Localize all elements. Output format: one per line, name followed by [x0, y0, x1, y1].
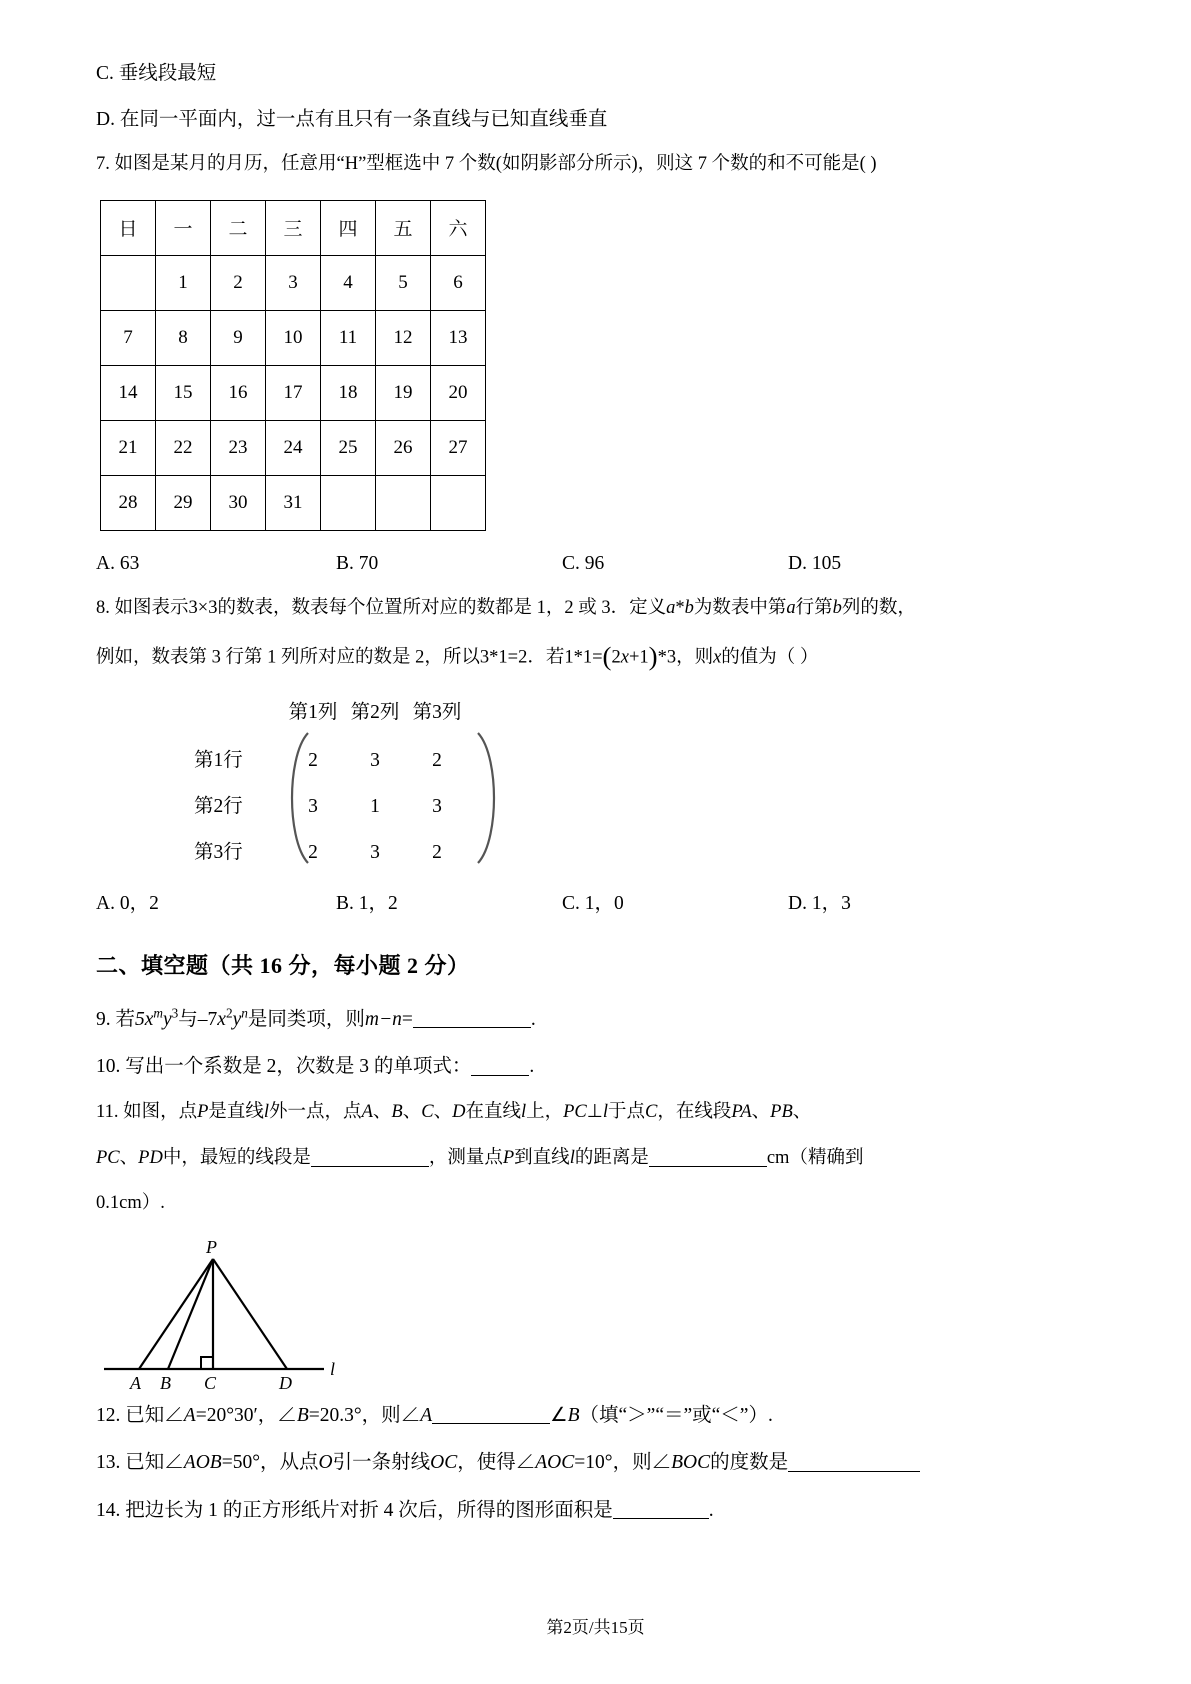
- label-line-l: l: [330, 1358, 336, 1379]
- calendar-cell: 15: [156, 365, 211, 420]
- q13-eq: =: [221, 1452, 233, 1473]
- q12-text: ，: [257, 1404, 278, 1426]
- calendar-header-cell: 二: [211, 200, 266, 255]
- q8-text: ，则: [676, 647, 714, 668]
- q11-text: 中，最短的线段是: [162, 1148, 311, 1169]
- matrix-col-header: 第1列: [288, 701, 338, 723]
- q8-var-x: x: [713, 647, 722, 668]
- q7-option-b: B. 70: [336, 552, 379, 574]
- calendar-cell: 28: [101, 475, 156, 530]
- q11-line-l4: l: [569, 1148, 575, 1169]
- q9-expr1: $5x^my^3$: [135, 1005, 179, 1030]
- paren-open: (: [602, 641, 612, 671]
- calendar-cell: 16: [211, 365, 266, 420]
- calendar-cell: [376, 475, 431, 530]
- q11-stem-line3: 0.1cm）.: [96, 1193, 165, 1213]
- q12-angle-a2: ∠A: [400, 1404, 433, 1426]
- q13-val2: 10°: [585, 1452, 613, 1473]
- q12-angle-b2: ∠B: [550, 1404, 580, 1426]
- q10-stem: [96, 1055, 996, 1077]
- calendar-row: [101, 365, 486, 420]
- q7-calendar-figure: [100, 200, 996, 531]
- label-d: D: [279, 1372, 292, 1393]
- q8-text: 8. 如图表示: [96, 597, 189, 618]
- q8-text: 例如，数表第 3 行第 1 列所对应的数是 2，所以: [96, 647, 480, 668]
- q12-val-a: 20°30′: [206, 1404, 258, 1426]
- q13-stem: [96, 1451, 996, 1473]
- q12-eq: =: [195, 1404, 207, 1426]
- calendar-cell: 19: [376, 365, 431, 420]
- q14-answer-blank[interactable]: [613, 1499, 709, 1520]
- calendar-cell: 8: [156, 310, 211, 365]
- q8-star: *: [675, 597, 685, 618]
- q11-seg-pa: PA: [731, 1101, 752, 1122]
- matrix-col-header: 第3列: [412, 701, 462, 723]
- q8-text: 行第: [795, 597, 833, 618]
- q11-answer-blank-1[interactable]: [311, 1147, 429, 1167]
- q8-stem-line2: [96, 643, 996, 670]
- matrix-cell: 1: [370, 795, 380, 817]
- calendar-cell: 1: [156, 255, 211, 310]
- q13-ray-oc: OC: [430, 1452, 458, 1473]
- q11-stem-line2: [96, 1147, 996, 1168]
- q11-text: cm（精确到: [766, 1148, 864, 1169]
- q11-text: 、: [119, 1148, 139, 1169]
- label-p: P: [206, 1238, 217, 1257]
- q11-text: 、: [402, 1101, 422, 1122]
- calendar-header-row: [101, 200, 486, 255]
- q11-point-p2: P: [502, 1148, 515, 1169]
- calendar-cell: 9: [211, 310, 266, 365]
- q13-text: ，使得: [457, 1452, 516, 1473]
- q11-point-c: C: [421, 1101, 434, 1122]
- calendar-cell: 26: [376, 420, 431, 475]
- calendar-header-cell: 六: [431, 200, 486, 255]
- q7-options: [96, 553, 996, 575]
- q11-text: 到直线: [514, 1148, 570, 1169]
- q8-option-b: B. 1，2: [336, 892, 398, 914]
- q9-exp-m: m: [153, 1005, 163, 1021]
- page-content: [96, 64, 996, 1546]
- calendar-cell: 24: [266, 420, 321, 475]
- q11-stem-line1: [96, 1103, 996, 1122]
- q13-text: 13. 已知: [96, 1452, 165, 1473]
- q13-angle-boc: ∠BOC: [651, 1452, 711, 1473]
- q12-text: （填“＞”“＝”或“＜”）.: [579, 1404, 773, 1426]
- q11-point-d: D: [452, 1101, 466, 1122]
- q8-text: 的数表，数表每个位置所对应的数都是 1，2 或 3．定义: [217, 597, 667, 618]
- q9-text: 与: [178, 1008, 198, 1030]
- segment-pa: [139, 1259, 213, 1369]
- q12-text: ，则: [361, 1404, 401, 1426]
- q11-text: 、: [792, 1101, 812, 1122]
- calendar-cell: 2: [211, 255, 266, 310]
- calendar-cell: 10: [266, 310, 321, 365]
- q11-seg-pc2: PC: [96, 1148, 120, 1169]
- q11-seg-pc: PC: [563, 1101, 587, 1122]
- q8-option-d: D. 1，3: [788, 892, 851, 914]
- calendar-cell: 31: [266, 475, 321, 530]
- point-p-line-l-diagram: [96, 1239, 356, 1394]
- calendar-cell: 7: [101, 310, 156, 365]
- calendar-cell: 27: [431, 420, 486, 475]
- calendar-cell: 4: [321, 255, 376, 310]
- q9-mn: m−n: [364, 1008, 402, 1030]
- q9-exp-n: n: [241, 1005, 248, 1021]
- q11-point-a: A: [361, 1101, 373, 1122]
- q13-text: ，从点: [260, 1452, 319, 1473]
- calendar-cell: [101, 255, 156, 310]
- matrix-cell: 2: [308, 749, 318, 771]
- calendar-cell: 12: [376, 310, 431, 365]
- calendar-cell: 17: [266, 365, 321, 420]
- calendar-cell: [431, 475, 486, 530]
- q9-exp-3: 3: [171, 1005, 179, 1021]
- q13-answer-blank[interactable]: [788, 1451, 920, 1472]
- matrix-row-label: 第1行: [194, 749, 243, 771]
- segment-pd: [213, 1259, 287, 1369]
- q9-expr2: $-7x^2y^n$: [197, 1005, 248, 1030]
- section-2-heading: 二、填空题（共 16 分，每小题 2 分）: [96, 952, 470, 978]
- q11-text: 在直线: [465, 1101, 521, 1122]
- q11-line-l: l: [263, 1101, 270, 1122]
- q9-exp-2: 2: [225, 1005, 233, 1021]
- q14-stem: [96, 1499, 996, 1521]
- matrix-cell: 3: [308, 795, 318, 817]
- calendar-cell: 20: [431, 365, 486, 420]
- q8-expr: 1*1=: [564, 647, 603, 668]
- q8-dim: 3×3: [188, 597, 218, 618]
- q12-val-b: 20.3°: [319, 1404, 362, 1426]
- paren-close: ): [648, 641, 658, 671]
- calendar-cell: 30: [211, 475, 266, 530]
- perpendicular-symbol: ⊥: [586, 1101, 603, 1122]
- q12-eq2: =: [308, 1404, 320, 1426]
- q11-text: 是直线: [208, 1101, 264, 1122]
- q13-val1: 50°: [232, 1452, 260, 1473]
- q8-expr-inner: 2x+1: [611, 647, 649, 668]
- calendar-cell: 5: [376, 255, 431, 310]
- q12-answer-blank[interactable]: [432, 1404, 550, 1425]
- q8-stem-line1: [96, 599, 996, 618]
- q12-angle-b: ∠B: [277, 1404, 309, 1426]
- matrix-row-label: 第2行: [194, 795, 243, 817]
- calendar-header-cell: 三: [266, 200, 321, 255]
- calendar-header-cell: 一: [156, 200, 211, 255]
- q6-option-d: D. 在同一平面内，过一点有且只有一条直线与已知直线垂直: [96, 108, 608, 130]
- calendar-cell: 6: [431, 255, 486, 310]
- label-a: A: [130, 1372, 141, 1393]
- calendar-cell: 13: [431, 310, 486, 365]
- calendar-cell: 25: [321, 420, 376, 475]
- calendar-row: [101, 255, 486, 310]
- q11-point-b: B: [391, 1101, 403, 1122]
- q7-option-c: C. 96: [562, 552, 605, 574]
- calendar-cell: 22: [156, 420, 211, 475]
- label-b: B: [160, 1372, 171, 1393]
- q14-period: .: [708, 1499, 714, 1521]
- q13-text: 引一条射线: [332, 1452, 431, 1473]
- q8-expr: 3*1=2: [479, 647, 528, 668]
- calendar-cell: 18: [321, 365, 376, 420]
- calendar-cell: 23: [211, 420, 266, 475]
- q9-text: 9. 若: [96, 1008, 136, 1030]
- q11-answer-blank-2[interactable]: [649, 1147, 767, 1167]
- q11-text: 11. 如图，点: [96, 1101, 198, 1122]
- q8-expr: *3: [657, 647, 677, 668]
- q8-option-c: C. 1，0: [562, 892, 624, 914]
- q11-seg-pd: PD: [138, 1148, 163, 1169]
- matrix-row-label: 第3行: [194, 841, 243, 863]
- q8-text: 列的数，: [841, 597, 916, 618]
- matrix-row: [194, 836, 468, 864]
- q11-line-l3: l: [602, 1101, 609, 1122]
- q8-var-b2: b: [832, 597, 842, 618]
- calendar-header-cell: 四: [321, 200, 376, 255]
- q13-text: ，则: [612, 1452, 652, 1473]
- matrix-cell: 3: [370, 749, 380, 771]
- calendar-table: [100, 200, 486, 531]
- matrix-cell: 3: [432, 795, 442, 817]
- q11-text: 上，: [526, 1101, 564, 1122]
- q9-text: 是同类项，则: [247, 1008, 365, 1030]
- calendar-cell: 3: [266, 255, 321, 310]
- calendar-cell: 21: [101, 420, 156, 475]
- q7-option-a: A. 63: [96, 552, 140, 574]
- q14-text: 14. 把边长为 1 的正方形纸片对折 4 次后，所得的图形面积是: [96, 1499, 613, 1521]
- q11-text: ，测量点: [428, 1148, 503, 1169]
- matrix-cell: 3: [370, 841, 380, 863]
- q10-answer-blank[interactable]: [471, 1055, 529, 1076]
- page-footer: 第2页/共15页: [546, 1618, 645, 1637]
- q11-text: 的距离是: [574, 1148, 649, 1169]
- q11-point-p: P: [197, 1101, 209, 1122]
- q11-text: ，在线段: [657, 1101, 732, 1122]
- q8-var-a2: a: [786, 597, 796, 618]
- q8-option-a: A. 0，2: [96, 892, 159, 914]
- label-c: C: [204, 1372, 217, 1393]
- calendar-row: [101, 420, 486, 475]
- matrix-right-bracket: [474, 730, 500, 866]
- calendar-cell: 11: [321, 310, 376, 365]
- q11-text: 外一点，点: [269, 1101, 362, 1122]
- q8-text: 为数表中第: [693, 597, 787, 618]
- q8-var-b: b: [684, 597, 694, 618]
- right-angle-mark: [201, 1357, 213, 1369]
- q6-option-c: C. 垂线段最短: [96, 63, 217, 84]
- q13-angle-aob: ∠AOB: [164, 1452, 222, 1473]
- q11-text: 于点: [608, 1101, 646, 1122]
- q11-text: 、: [433, 1101, 453, 1122]
- q12-angle-a: ∠A: [164, 1404, 196, 1426]
- calendar-cell: 29: [156, 475, 211, 530]
- matrix-col-header: 第2列: [350, 701, 400, 723]
- q7-stem: 7. 如图是某月的月历，任意用“H”型框选中 7 个数(如阴影部分所示)，则这 7 个数的和不可能是( ): [96, 154, 877, 174]
- q9-period: .: [530, 1008, 536, 1030]
- q8-text: 的值为（ ）: [721, 647, 819, 668]
- q11-text: 、: [372, 1101, 392, 1122]
- matrix-cell: 2: [432, 841, 442, 863]
- q13-text: 的度数是: [710, 1452, 789, 1473]
- q12-stem: [96, 1404, 996, 1426]
- q13-point-o: O: [318, 1452, 333, 1473]
- q10-period: .: [529, 1056, 535, 1078]
- q7-option-d: D. 105: [788, 552, 842, 574]
- q11-line-l2: l: [520, 1101, 527, 1122]
- matrix-cell: 2: [308, 841, 318, 863]
- q11-seg-pb: PB: [770, 1101, 793, 1122]
- calendar-cell: 14: [101, 365, 156, 420]
- q8-options: [96, 887, 996, 915]
- q11-point-c2: C: [645, 1101, 658, 1122]
- calendar-header-cell: 日: [101, 200, 156, 255]
- calendar-cell: [321, 475, 376, 530]
- matrix-row: [194, 790, 468, 818]
- calendar-row: [101, 310, 486, 365]
- q11-text: 、: [751, 1101, 771, 1122]
- q10-text: 10. 写出一个系数是 2，次数是 3 的单项式：: [96, 1056, 472, 1078]
- q8-text: ．若: [527, 647, 565, 668]
- q9-answer-blank[interactable]: [413, 1008, 531, 1029]
- q11-geometry-figure: [96, 1239, 356, 1394]
- calendar-header-cell: 五: [376, 200, 431, 255]
- calendar-row: [101, 475, 486, 530]
- q13-angle-aoc: ∠AOC: [515, 1452, 575, 1473]
- q9-eq: =: [401, 1008, 413, 1030]
- matrix-row: [194, 744, 468, 772]
- q12-text: 12. 已知: [96, 1404, 165, 1426]
- q8-matrix-figure: [96, 696, 996, 881]
- q9-stem: [96, 1005, 996, 1030]
- matrix-cell: 2: [432, 749, 442, 771]
- matrix-col-headers: [282, 696, 468, 724]
- q13-eq2: =: [574, 1452, 586, 1473]
- q8-var-a: a: [666, 597, 676, 618]
